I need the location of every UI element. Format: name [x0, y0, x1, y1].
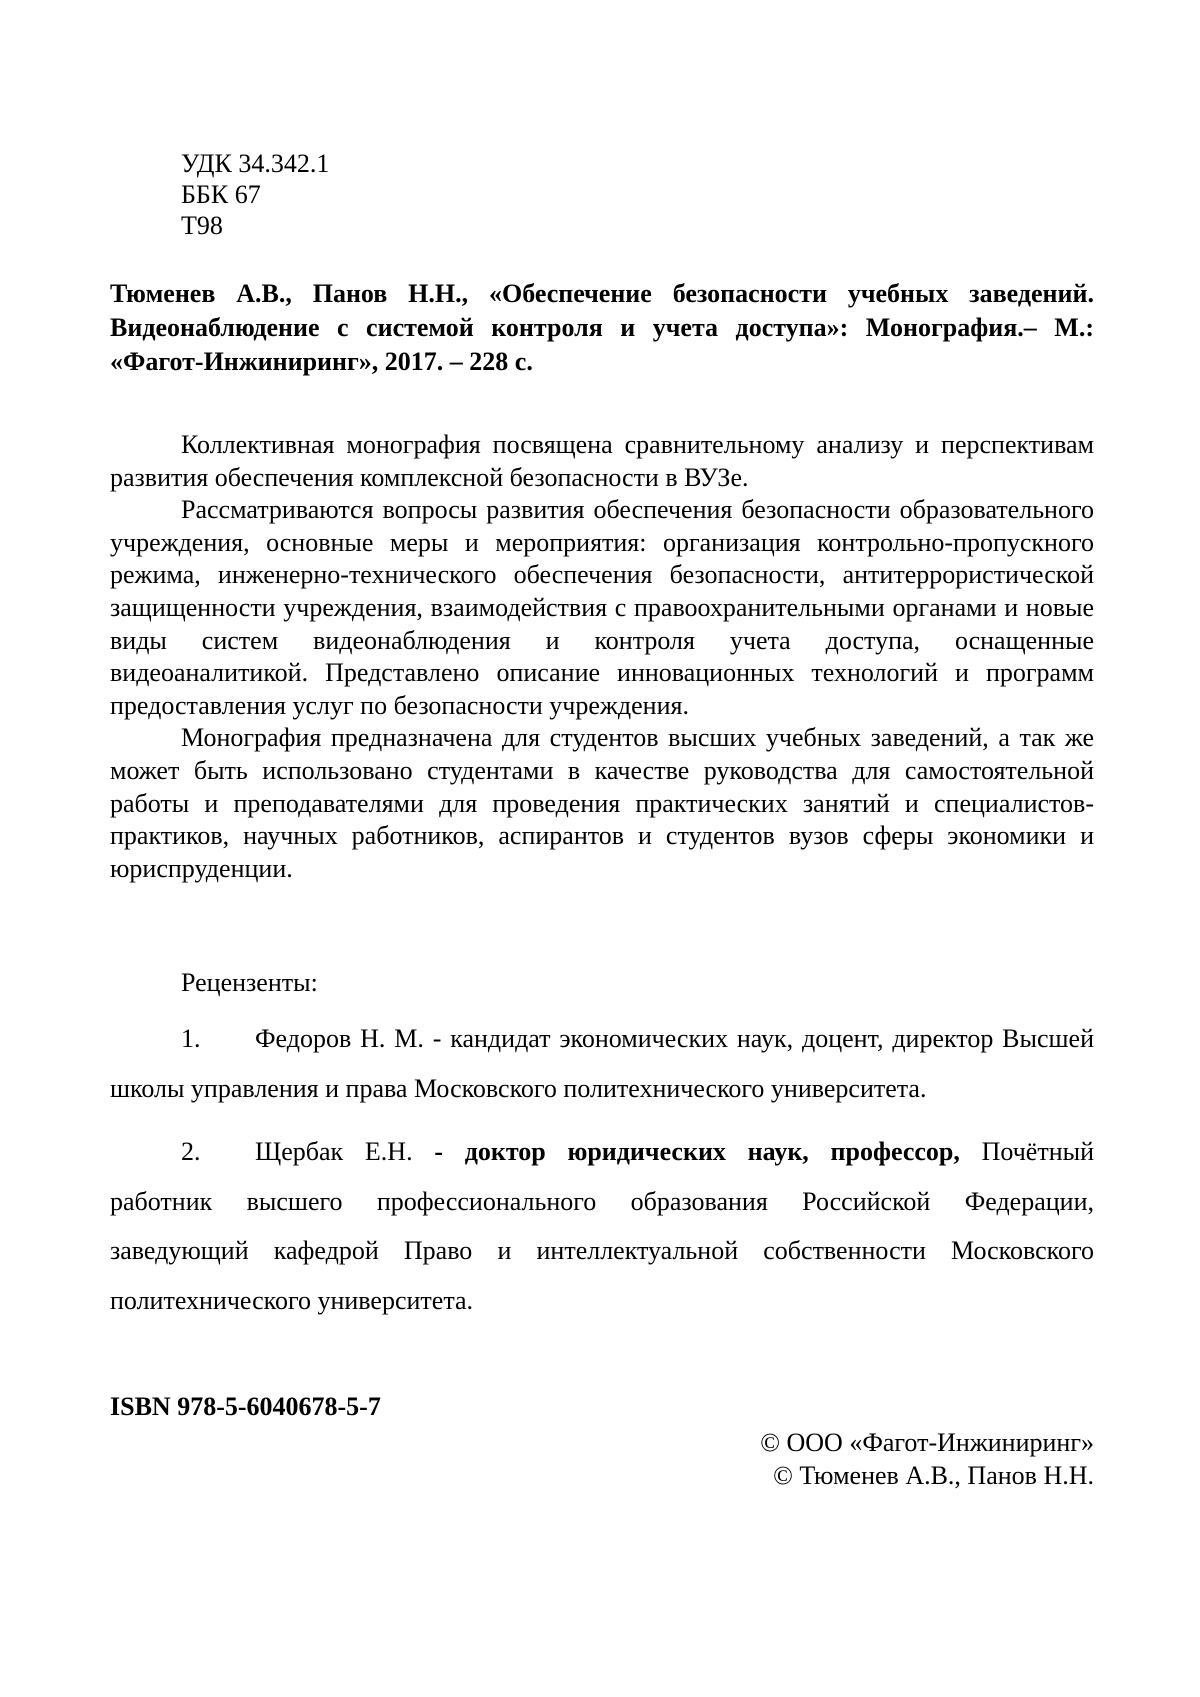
abstract: [110, 429, 1094, 885]
udk-code: УДК 34.342.1: [181, 149, 330, 178]
reviewer-description: Почётный работник высшего профессионального образования Российской Федерации, заведующий кафедрой Право и интеллектуальной собственности Московского политехнического университета.: [110, 1137, 1094, 1315]
bibliographic-line: «Фагот-Инжиниринг», 2017. – 228 с.: [110, 347, 533, 376]
abstract-paragraph: Рассматриваются вопросы развития обеспечения безопасности образовательного учреждения, основные меры и мероприятия: организация контрольно-пропускного режима, инженерно-технического обеспечения безопасности, антитеррористической защищенности учреждения, взаимодействия с правоохранительными органами и новые виды систем видеонаблюдения и контроля учета доступа, оснащенные видеоаналитикой. Представлено описание инновационных технологий и программ предоставления услуг по безопасности учреждения.: [110, 495, 1094, 720]
reviewer-name: Щербак Е.Н.: [255, 1137, 413, 1166]
author-mark: Т98: [181, 211, 223, 240]
abstract-paragraph: Коллективная монография посвящена сравнительному анализу и перспективам развития обеспечения комплексной безопасности в ВУЗе.: [110, 430, 1094, 492]
copyright-block: [760, 1426, 1094, 1492]
reviewer-number: 2.: [181, 1137, 201, 1166]
bbk-code: ББК 67: [181, 180, 261, 209]
isbn: ISBN 978-5-6040678-5-7: [110, 1392, 381, 1421]
reviewer-degree: - доктор юридических наук, профессор,: [412, 1137, 960, 1166]
bibliographic-entry: [110, 277, 1094, 379]
reviewer-description: - кандидат экономических наук, доцент, директор Высшей школы управления и права Московского политехнического университета.: [110, 1024, 1094, 1103]
reviewer-number: 1.: [181, 1024, 201, 1053]
classification-block: [181, 148, 329, 241]
reviewer-entry: [110, 1127, 1094, 1325]
abstract-paragraph: Монография предназначена для студентов высших учебных заведений, а так же может быть использовано студентами в качестве руководства для самостоятельной работы и преподавателями для проведения практических занятий и специалистов-практиков, научных работников, аспирантов и студентов вузов сферы экономики и юриспруденции.: [110, 723, 1094, 883]
reviewers-section: [110, 966, 1094, 1325]
copyright-authors: © Тюменев А.В., Панов Н.Н.: [773, 1461, 1094, 1490]
bibliographic-line: Видеонаблюдение с системой контроля и учета доступа»: Монография.– М.:: [110, 313, 1094, 342]
copyright-publisher: © ООО «Фагот-Инжиниринг»: [760, 1428, 1094, 1457]
reviewers-heading: Рецензенты:: [181, 968, 318, 997]
bibliographic-line: Тюменев А.В., Панов Н.Н., «Обеспечение безопасности учебных заведений.: [110, 279, 1094, 308]
reviewer-entry: [110, 1014, 1094, 1113]
reviewer-name: Федоров Н. М.: [255, 1024, 424, 1053]
